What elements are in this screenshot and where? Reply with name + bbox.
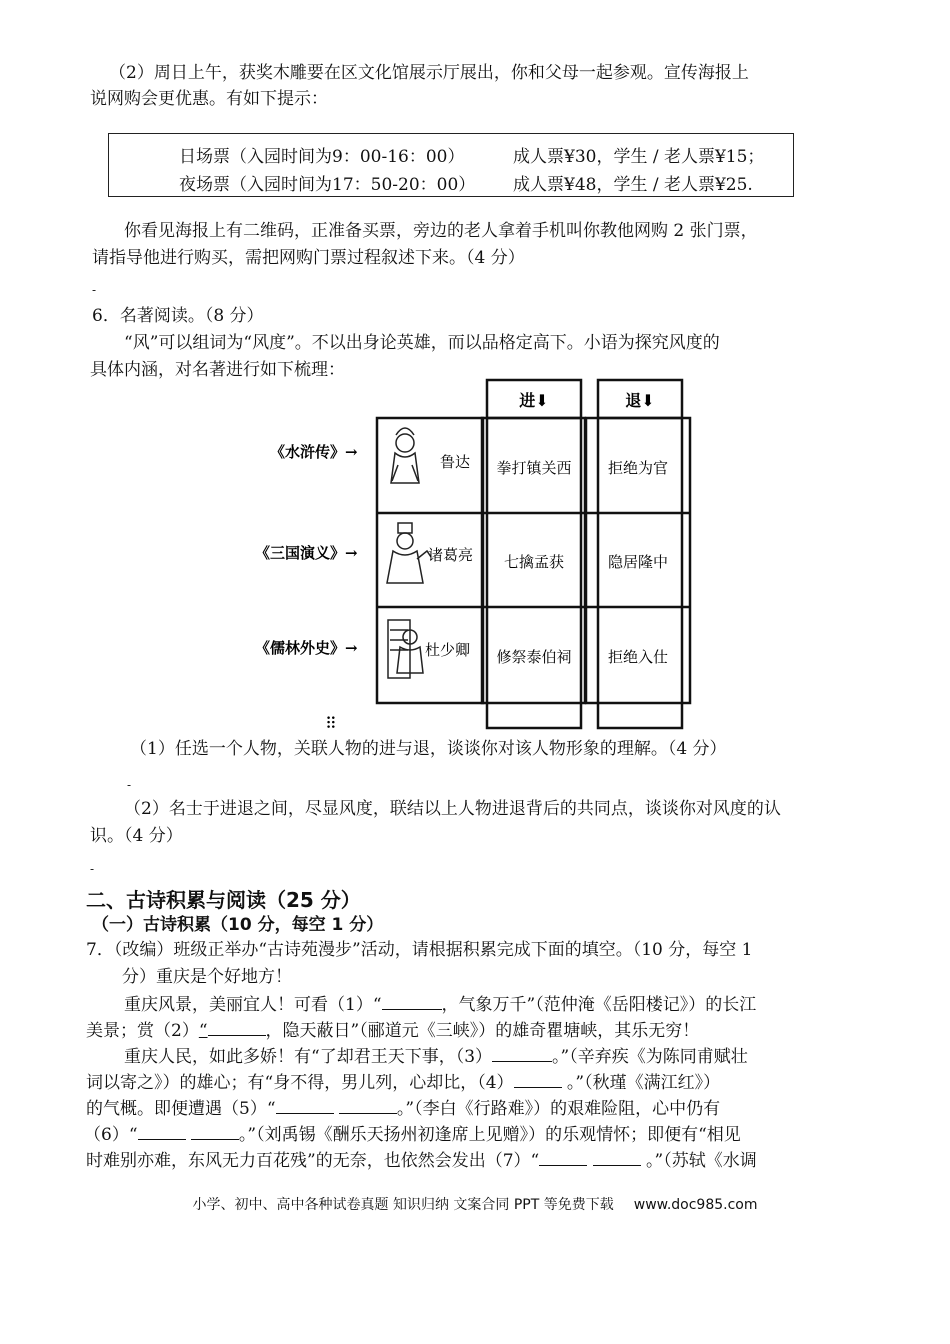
blank-6a[interactable] <box>138 1121 186 1140</box>
q5-2-line2: 说网购会更优惠。有如下提示： <box>90 89 328 109</box>
q7-line2: 分）重庆是个好地方！ <box>122 967 292 987</box>
jin-luda: 拳打镇关西 <box>496 459 572 477</box>
stray-dots: ⠿ <box>325 714 337 733</box>
blank-7a[interactable] <box>539 1147 587 1166</box>
ticket-info-box <box>108 133 794 197</box>
tui-luda: 拒绝为官 <box>607 459 669 477</box>
blank-6b[interactable] <box>191 1121 239 1140</box>
footer-text: 小学、初中、高中各种试卷真题 知识归纳 文案合同 PPT 等免费下载 <box>192 1197 614 1213</box>
q5-2-line4: 请指导他进行购买，需把网购门票过程叙述下来。（4 分） <box>92 248 525 268</box>
name-zhugeliang: 诸葛亮 <box>428 546 474 564</box>
head-tui: 退⬇ <box>625 391 655 410</box>
stray-dash: - <box>90 862 95 876</box>
q7-para2-line4: （6）“ 。”（刘禹锡《酬乐天扬州初逢席上见赠》）的乐观情怀；即便有“相见 <box>84 1121 741 1148</box>
luda-portrait-icon <box>391 428 419 483</box>
q7-para2-line5: 时难别亦难，东风无力百花残”的无奈，也依然会发出（7）“ 。”（苏轼《水调 <box>86 1147 757 1174</box>
page-footer <box>0 1194 950 1214</box>
footer-site-link[interactable]: www.doc985.com <box>633 1197 758 1213</box>
section2-subtitle: （一）古诗积累（10 分，每空 1 分） <box>92 915 384 935</box>
q7-para2-line2: 词以寄之》）的雄心；有“身不得，男儿列，心却比，（4） 。”（秋瑾《满江红》） <box>86 1069 720 1096</box>
head-jin: 进⬇ <box>519 391 549 410</box>
blank-7b[interactable] <box>593 1147 641 1166</box>
name-luda: 鲁达 <box>440 453 471 471</box>
name-dushaoqing: 杜少卿 <box>425 641 471 659</box>
q6-sub2-line2: 识。（4 分） <box>90 826 183 846</box>
blank-2[interactable] <box>208 1017 266 1036</box>
ticket-night-price: 成人票¥48，学生 / 老人票¥25. <box>513 175 753 195</box>
q5-2-line1: （2）周日上午，获奖木雕要在区文化馆展示厅展出，你和父母一起参观。宣传海报上 <box>109 63 749 83</box>
masterpiece-table-diagram <box>250 375 700 735</box>
blank-5b[interactable] <box>339 1095 397 1114</box>
q6-line1: “风”可以组词为“风度”。不以出身论英雄，而以品格定高下。小语为探究风度的 <box>124 333 720 353</box>
q7-para2-line1: 重庆人民，如此多娇！有“了却君王天下事，（3） 。”（辛弃疾《为陈同甫赋壮 <box>124 1043 748 1070</box>
zhugeliang-portrait-icon <box>387 523 431 583</box>
q6-sub2-line1: （2）名士于进退之间，尽显风度，联结以上人物进退背后的共同点，谈谈你对风度的认 <box>124 799 781 819</box>
stray-dash: - <box>127 778 132 792</box>
jin-zhugeliang: 七擒孟获 <box>503 553 565 571</box>
ticket-day-price: 成人票¥30，学生 / 老人票¥15； <box>513 147 765 167</box>
blank-1[interactable] <box>382 991 442 1010</box>
ticket-night: 夜场票（入园时间为17：50-20：00） <box>179 175 476 195</box>
blank-4[interactable] <box>514 1069 562 1088</box>
q5-2-line3: 你看见海报上有二维码，正准备买票，旁边的老人拿着手机叫你教他网购 2 张门票， <box>124 221 758 241</box>
book-shuihu: 《水浒传》→ <box>270 443 358 461</box>
tui-zhugeliang: 隐居隆中 <box>607 553 669 571</box>
dushaoqing-portrait-icon <box>388 620 423 678</box>
stray-dash: - <box>92 283 97 297</box>
section2-title: 二、古诗积累与阅读（25 分） <box>86 888 361 912</box>
q7-para1-line1: 重庆风景，美丽宜人！可看（1）“ ，气象万千”（范仲淹《岳阳楼记》）的长江 <box>124 991 756 1018</box>
ticket-day: 日场票（入园时间为9：00-16：00） <box>179 147 465 167</box>
q6-title: 6．名著阅读。（8 分） <box>92 306 264 326</box>
book-rulin: 《儒林外史》→ <box>255 639 358 657</box>
q6-sub1: （1）任选一个人物，关联人物的进与退，谈谈你对该人物形象的理解。（4 分） <box>130 739 727 759</box>
q6-line2: 具体内涵，对名著进行如下梳理： <box>90 360 345 380</box>
tui-dushaoqing: 拒绝入仕 <box>607 648 669 666</box>
blank-3[interactable] <box>492 1043 552 1062</box>
q7-para1-line2: 美景；赏（2）“ ，隐天蔽日”（郦道元《三峡》）的雄奇瞿塘峡，其乐无穷！ <box>86 1017 699 1044</box>
q7-para2-line3: 的气概。即便遭遇（5）“ 。”（李白《行路难》）的艰难险阻，心中仍有 <box>86 1095 720 1122</box>
jin-dushaoqing: 修祭泰伯祠 <box>496 648 572 666</box>
q7-line1: 7．（改编）班级正举办“古诗苑漫步”活动，请根据积累完成下面的填空。（10 分，每空 1 <box>86 940 753 960</box>
blank-5a[interactable] <box>276 1095 334 1114</box>
book-sanguo: 《三国演义》→ <box>255 544 358 562</box>
